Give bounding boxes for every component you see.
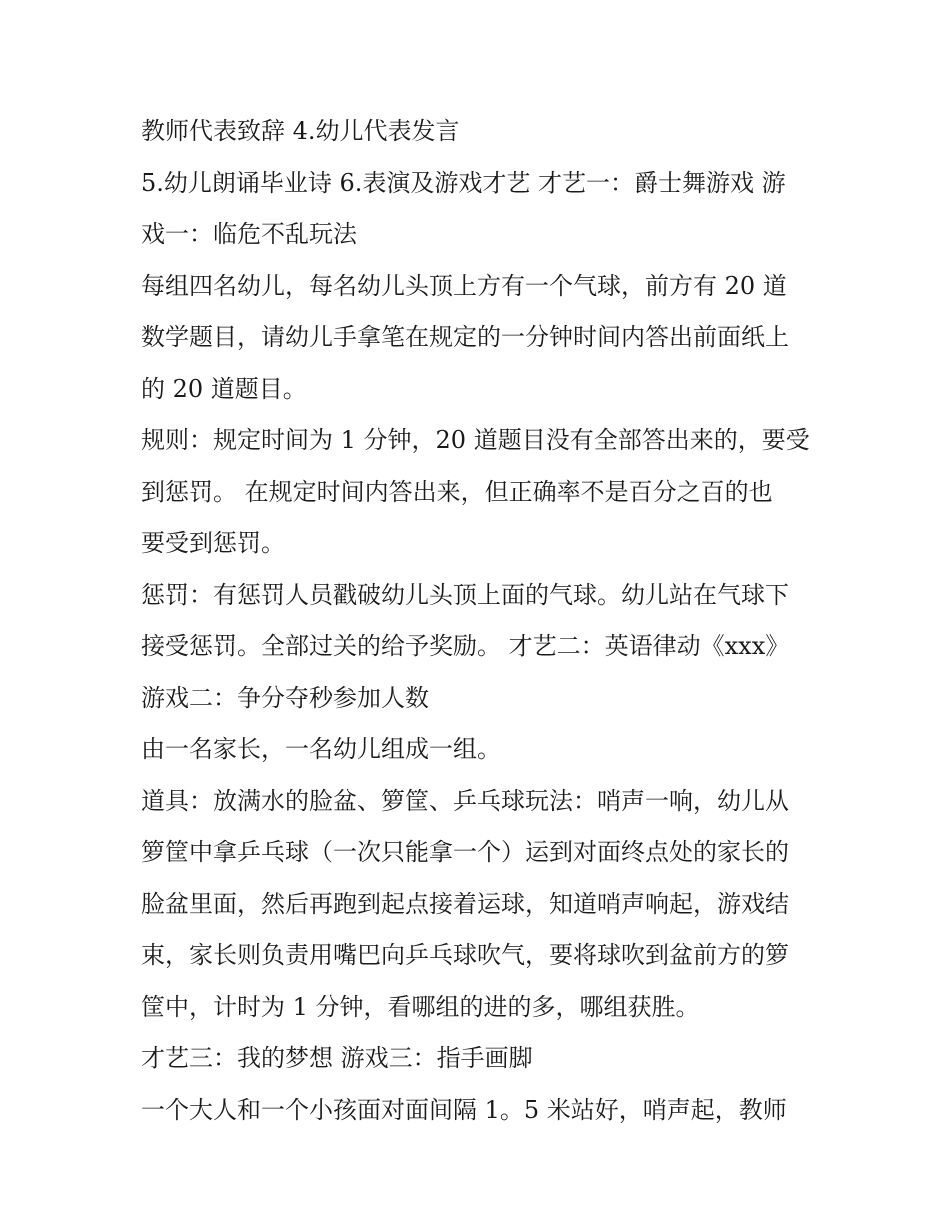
text-line: 要受到惩罚。 (141, 529, 285, 557)
text-line: 每组四名幼儿，每名幼儿头顶上方有一个气球，前方有 20 道 (141, 271, 787, 300)
text-line: 一个大人和一个小孩面对面间隔 1。5 米站好，哨声起，教师 (141, 1095, 787, 1124)
text-line: 规则：规定时间为 1 分钟，20 道题目没有全部答出来的，要受 (141, 426, 810, 454)
text-line: 戏一：临危不乱玩法 (141, 220, 357, 248)
text-line: 脸盆里面，然后再跑到起点接着运球，知道哨声响起，游戏结 (141, 889, 789, 918)
text-line: 道具：放满水的脸盆、箩筐、乒乓球玩法：哨声一响，幼儿从 (141, 786, 789, 815)
text-line: 箩筐中拿乒乓球（一次只能拿一个）运到对面终点处的家长的 (141, 838, 789, 866)
text-line: 到惩罚。 在规定时间内答出来，但正确率不是百分之百的也 (141, 477, 773, 506)
text-line: 教师代表致辞 4.幼儿代表发言 (141, 117, 460, 145)
text-line: 接受惩罚。全部过关的给予奖励。 才艺二：英语律动《xxx》 (141, 632, 790, 660)
text-line: 5.幼儿朗诵毕业诗 6.表演及游戏才艺 才艺一：爵士舞游戏 游 (141, 168, 786, 197)
text-line: 数学题目，请幼儿手拿笔在规定的一分钟时间内答出前面纸上 (141, 323, 789, 351)
text-line: 的 20 道题目。 (141, 374, 307, 403)
text-line: 才艺三：我的梦想 游戏三：指手画脚 (141, 1044, 533, 1072)
text-line: 惩罚：有惩罚人员戳破幼儿头顶上面的气球。幼儿站在气球下 (141, 580, 789, 609)
text-line: 由一名家长，一名幼儿组成一组。 (141, 735, 501, 763)
text-line: 束，家长则负责用嘴巴向乒乓球吹气，要将球吹到盆前方的箩 (141, 941, 789, 969)
text-line: 筐中，计时为 1 分钟，看哪组的进的多，哪组获胜。 (141, 992, 700, 1021)
text-line: 游戏二：争分夺秒参加人数 (141, 683, 429, 712)
document-body (141, 106, 821, 1136)
